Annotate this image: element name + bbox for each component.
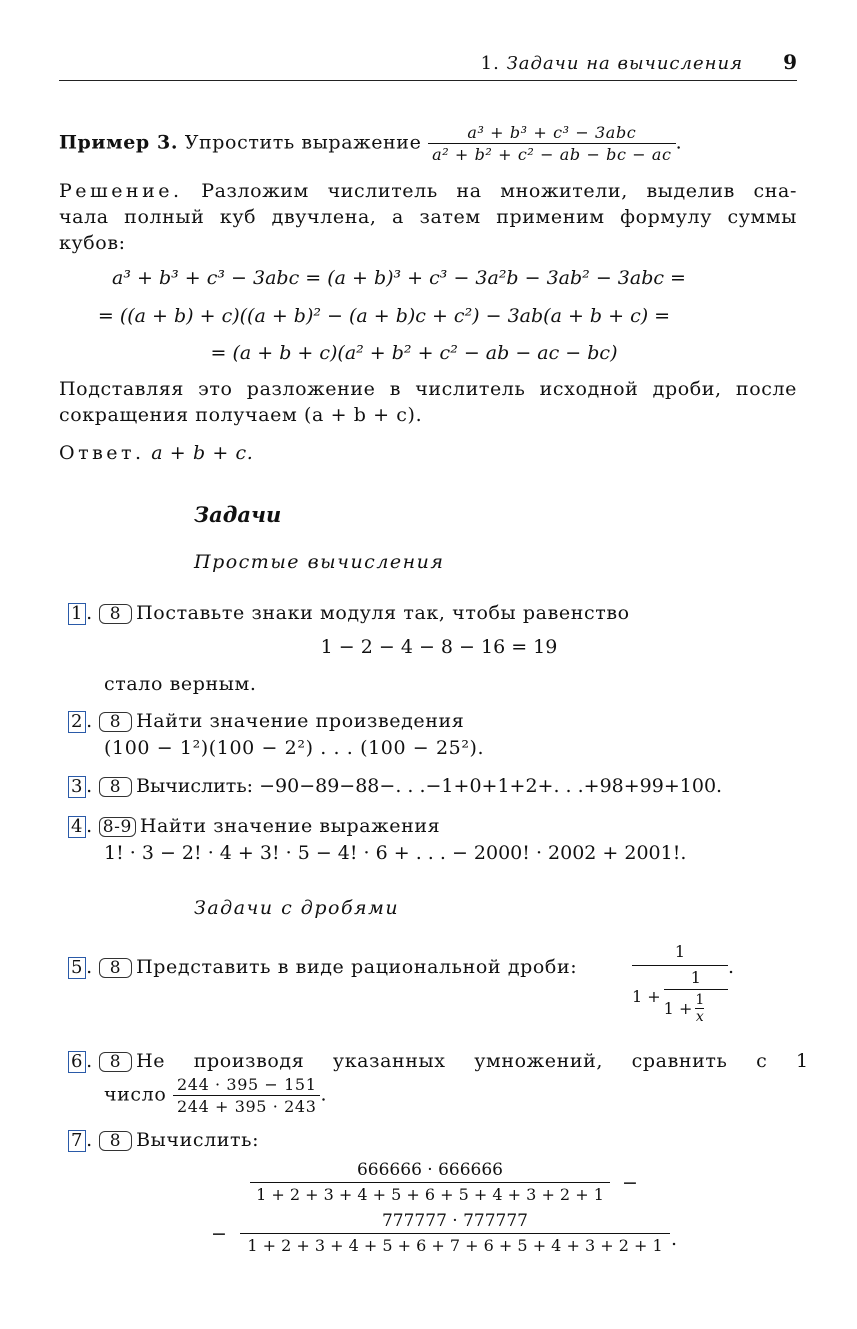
- minus-sign: −: [622, 1172, 638, 1194]
- problem-number-link[interactable]: 1: [68, 603, 86, 625]
- solution-line-2: чала полный куб двучлена, а затем применим формулу суммы: [59, 206, 797, 228]
- problem-7-fraction-1: 666666 · 666666 1 + 2 + 3 + 4 + 5 + 6 + 5 + 4 + 3 + 2 + 1: [250, 1160, 610, 1204]
- problem-6-fraction: $\frac{244 \cdot 395 - 151}{244 + 395 \cdot 243}$: [173, 1075, 320, 1116]
- problem-1-formula: 1 − 2 − 4 − 8 − 16 = 19: [320, 636, 558, 658]
- problem-7: 7 . 8 Вычислить:: [68, 1129, 797, 1152]
- problem-6: 6 . 8 Не производя указанных умножений, сравнить с 1: [68, 1050, 797, 1073]
- problem-5: 5 . 8 Представить в виде рациональной дроби:: [68, 956, 797, 979]
- problem-2-formula: (100 − 1²)(100 − 2²) . . . (100 − 25²).: [104, 737, 485, 759]
- grade-badge: 8: [99, 712, 132, 732]
- equation-3: = (a + b + c)(a² + b² + c² − ab − ac − bc): [210, 342, 618, 364]
- section-fractions: Задачи с дробями: [194, 897, 400, 919]
- problem-number-link[interactable]: 2: [68, 711, 86, 733]
- equation-2: = ((a + b) + c)((a + b)² − (a + b)c + c²) − 3ab(a + b + c) =: [97, 305, 671, 327]
- problem-4-formula: 1! · 3 − 2! · 4 + 3! · 5 − 4! · 6 + . . . − 2000! · 2002 + 2001!.: [104, 842, 687, 864]
- running-header: [59, 50, 797, 81]
- chapter-title: 1. Задачи на вычисления: [480, 53, 743, 74]
- problem-number-link[interactable]: 3: [68, 776, 86, 798]
- problem-6-line2: число $\frac{244 \cdot 395 - 151}{244 + 395 \cdot 243}$ .: [104, 1075, 328, 1116]
- after-line-1: Подставляя это разложение в числитель исходной дроби, после: [59, 378, 797, 400]
- example-statement: Пример 3. Упростить выражение $\frac{\text{a³ + b³ + c³ − 3abc}}{\text{a² + b² + c² − ab − bc − ac}}$ .: [59, 123, 683, 164]
- problem-number-link[interactable]: 4: [68, 816, 86, 838]
- page-number: 9: [783, 50, 797, 74]
- solution-line-3: кубов:: [59, 232, 126, 254]
- problem-7-fraction-2: 777777 · 777777 1 + 2 + 3 + 4 + 5 + 6 + 7 + 6 + 5 + 4 + 3 + 2 + 1: [240, 1211, 670, 1255]
- answer: Ответ. a + b + c.: [59, 442, 254, 464]
- problem-1: 1 . 8 Поставьте знаки модуля так, чтобы равенство: [68, 602, 797, 625]
- continued-fraction: 1 1 + 1 1 + $\frac{1}{x}$: [632, 942, 728, 1025]
- solution-line-1: Решение. Разложим числитель на множители, выделив сна-: [59, 180, 797, 202]
- problem-2: 2 . 8 Найти значение произведения: [68, 710, 797, 733]
- section-simple-calculations: Простые вычисления: [194, 551, 445, 573]
- after-line-2: сокращения получаем (a + b + c).: [59, 404, 423, 426]
- problem-number-link[interactable]: 7: [68, 1130, 86, 1152]
- tasks-heading: Задачи: [194, 502, 282, 527]
- problem-number-link[interactable]: 6: [68, 1051, 86, 1073]
- grade-badge: 8: [99, 777, 132, 797]
- example-fraction: $\frac{\text{a³ + b³ + c³ − 3abc}}{\text{a² + b² + c² − ab − bc − ac}}$: [428, 123, 676, 164]
- grade-badge: 8: [99, 958, 132, 978]
- grade-badge: 8: [99, 1131, 132, 1151]
- grade-badge: 8-9: [99, 817, 136, 837]
- problem-1-tail: стало верным.: [104, 673, 257, 695]
- minus-sign: −: [211, 1223, 227, 1245]
- problem-4: 4 . 8-9 Найти значение выражения: [68, 815, 797, 838]
- grade-badge: 8: [99, 604, 132, 624]
- equation-1: a³ + b³ + c³ − 3abc = (a + b)³ + c³ − 3a²b − 3ab² − 3abc =: [112, 267, 686, 289]
- grade-badge: 8: [99, 1052, 132, 1072]
- problem-3: 3 . 8 Вычислить: −90−89−88−. . .−1+0+1+2+. . .+98+99+100.: [68, 775, 797, 798]
- problem-number-link[interactable]: 5: [68, 957, 86, 979]
